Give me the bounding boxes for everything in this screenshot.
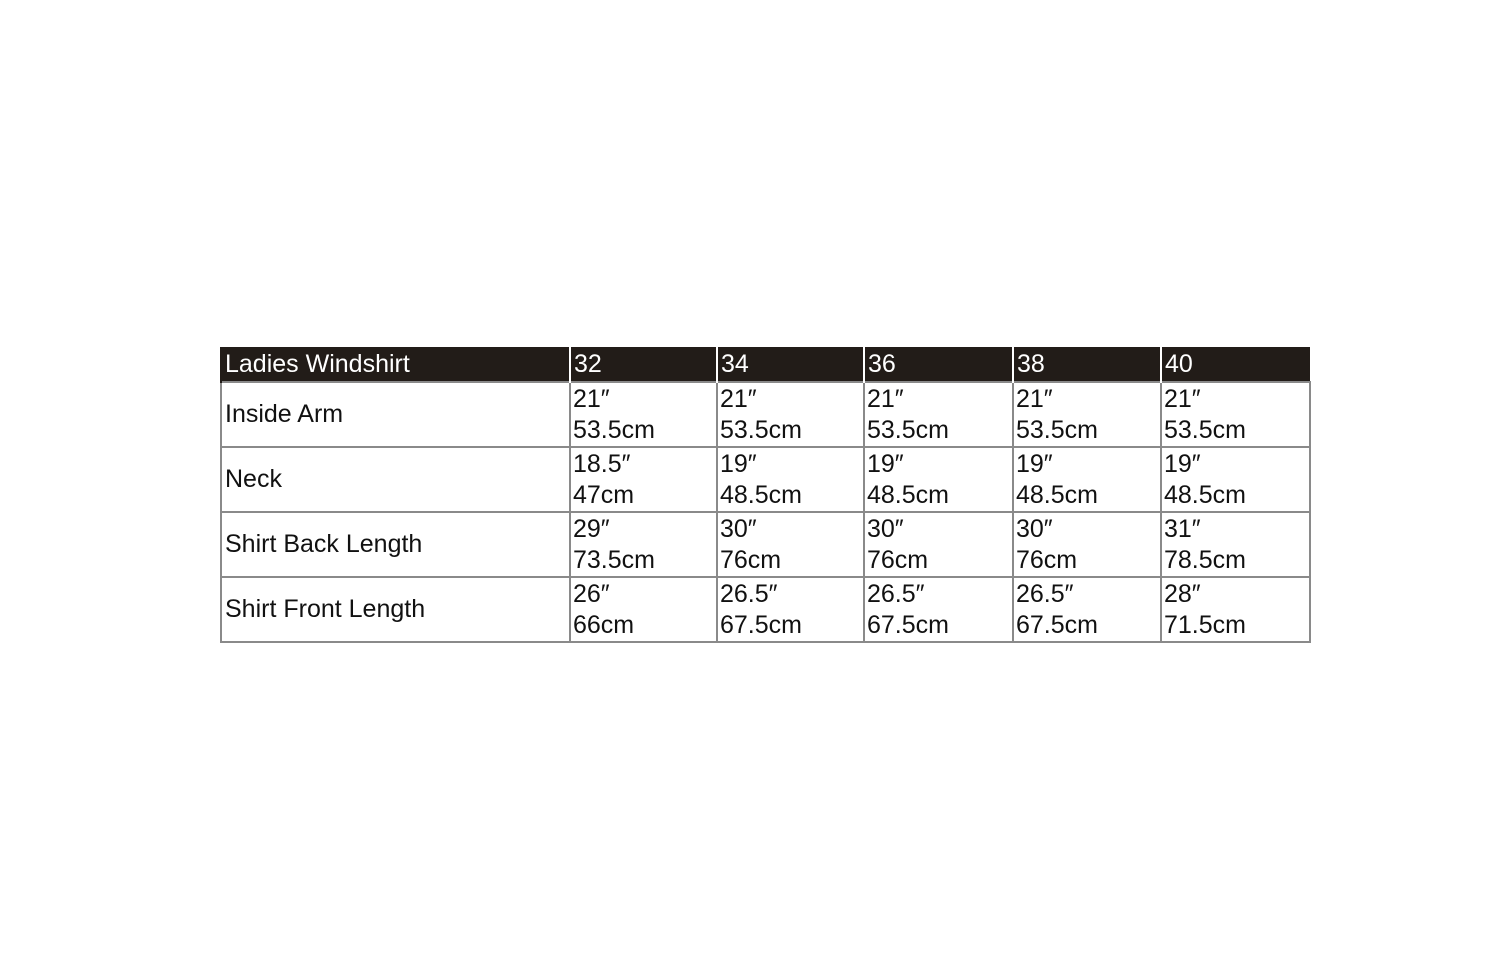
table-title: Ladies Windshirt xyxy=(221,347,570,382)
cm-value: 48.5cm xyxy=(1164,480,1246,509)
measurement-cell xyxy=(570,382,717,447)
size-header: 34 xyxy=(717,347,864,382)
inches-value: 19″ xyxy=(867,449,904,478)
measurement-cell xyxy=(1013,382,1161,447)
measurement-cell xyxy=(1013,447,1161,512)
inches-value: 18.5″ xyxy=(573,449,631,478)
measurement-cell xyxy=(864,577,1013,642)
cm-value: 53.5cm xyxy=(573,415,655,444)
measurement-cell xyxy=(717,577,864,642)
inches-value: 26.5″ xyxy=(867,579,925,608)
inches-value: 30″ xyxy=(867,514,904,543)
inches-value: 21″ xyxy=(720,384,757,413)
measurement-cell xyxy=(717,382,864,447)
cm-value: 67.5cm xyxy=(867,610,949,639)
cm-value: 73.5cm xyxy=(573,545,655,574)
row-label: Inside Arm xyxy=(221,382,570,447)
inches-value: 26.5″ xyxy=(720,579,778,608)
measurement-cell xyxy=(1161,447,1310,512)
inches-value: 19″ xyxy=(720,449,757,478)
inches-value: 21″ xyxy=(573,384,610,413)
row-label: Shirt Back Length xyxy=(221,512,570,577)
inches-value: 26.5″ xyxy=(1016,579,1074,608)
cm-value: 66cm xyxy=(573,610,635,639)
size-header: 40 xyxy=(1161,347,1310,382)
table-row xyxy=(221,382,1310,447)
size-chart-table xyxy=(220,347,1311,643)
measurement-cell xyxy=(1161,512,1310,577)
cm-value: 76cm xyxy=(1016,545,1078,574)
measurement-cell xyxy=(717,447,864,512)
inches-value: 21″ xyxy=(1016,384,1053,413)
measurement-cell xyxy=(1013,577,1161,642)
inches-value: 21″ xyxy=(1164,384,1201,413)
measurement-cell xyxy=(1161,577,1310,642)
measurement-cell xyxy=(1161,382,1310,447)
cm-value: 53.5cm xyxy=(867,415,949,444)
row-label: Neck xyxy=(221,447,570,512)
cm-value: 76cm xyxy=(720,545,782,574)
cm-value: 67.5cm xyxy=(720,610,802,639)
cm-value: 53.5cm xyxy=(1164,415,1246,444)
inches-value: 26″ xyxy=(573,579,610,608)
cm-value: 48.5cm xyxy=(720,480,802,509)
table-row xyxy=(221,577,1310,642)
header-row xyxy=(221,347,1310,382)
cm-value: 53.5cm xyxy=(720,415,802,444)
cm-value: 47cm xyxy=(573,480,635,509)
inches-value: 21″ xyxy=(867,384,904,413)
inches-value: 19″ xyxy=(1164,449,1201,478)
measurement-cell xyxy=(864,382,1013,447)
measurement-cell xyxy=(570,577,717,642)
measurement-cell xyxy=(717,512,864,577)
inches-value: 30″ xyxy=(720,514,757,543)
measurement-cell xyxy=(864,512,1013,577)
size-header: 38 xyxy=(1013,347,1161,382)
cm-value: 76cm xyxy=(867,545,929,574)
cm-value: 67.5cm xyxy=(1016,610,1098,639)
measurement-cell xyxy=(570,512,717,577)
row-label: Shirt Front Length xyxy=(221,577,570,642)
inches-value: 28″ xyxy=(1164,579,1201,608)
cm-value: 78.5cm xyxy=(1164,545,1246,574)
inches-value: 19″ xyxy=(1016,449,1053,478)
inches-value: 31″ xyxy=(1164,514,1201,543)
size-header: 36 xyxy=(864,347,1013,382)
cm-value: 48.5cm xyxy=(1016,480,1098,509)
measurement-cell xyxy=(1013,512,1161,577)
cm-value: 71.5cm xyxy=(1164,610,1246,639)
measurement-cell xyxy=(864,447,1013,512)
cm-value: 48.5cm xyxy=(867,480,949,509)
inches-value: 30″ xyxy=(1016,514,1053,543)
measurement-cell xyxy=(570,447,717,512)
table-row xyxy=(221,447,1310,512)
inches-value: 29″ xyxy=(573,514,610,543)
cm-value: 53.5cm xyxy=(1016,415,1098,444)
table-row xyxy=(221,512,1310,577)
size-header: 32 xyxy=(570,347,717,382)
